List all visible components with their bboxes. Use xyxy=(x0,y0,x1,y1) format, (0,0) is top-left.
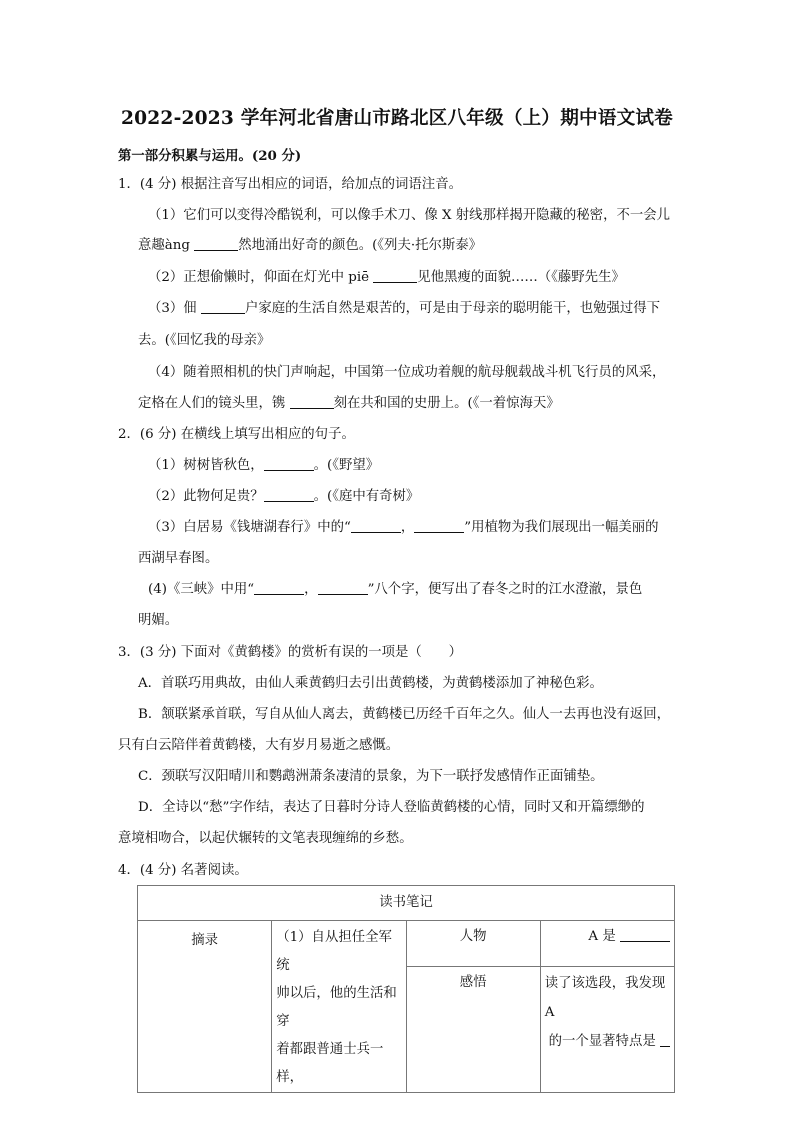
text: 刻在共和国的史册上。(《一着惊海天》 xyxy=(333,396,560,411)
question-1-item-4-cont xyxy=(138,394,560,414)
option-c[interactable]: C．颈联写汉阳晴川和鹦鹉洲萧条凄清的景象，为下一联抒发感情作正面铺垫。 xyxy=(138,769,604,784)
question-3-stem: 3．(3 分) 下面对《黄鹤楼》的赏析有误的一项是（ ） xyxy=(118,645,462,660)
text: ”八个字，便写出了春冬之时的江水澄澈，景色 xyxy=(367,582,643,597)
question-1-item-3-cont: 去。(《回忆我的母亲》 xyxy=(138,333,271,348)
text: 见他黑瘦的面貌……（《藤野先生》 xyxy=(417,270,625,285)
text: 然地涌出好奇的颜色。(《列夫·托尔斯泰》 xyxy=(238,238,483,253)
text: （3）白居易《钱塘湖春行》中的“ xyxy=(148,520,351,535)
question-2-item-3 xyxy=(148,518,659,538)
question-1-item-1: （1）它们可以变得冷酷锐利，可以像手术刀、像 X 射线那样揭开隐藏的秘密，不一会儿 xyxy=(148,208,671,223)
text: （3）佃 xyxy=(148,301,197,316)
question-2-item-2 xyxy=(148,487,419,507)
insight-line-2 xyxy=(545,1027,670,1056)
answer-blank[interactable] xyxy=(660,1032,670,1047)
excerpt-line: （1）自从担任全军统 xyxy=(276,930,392,973)
answer-blank[interactable] xyxy=(290,394,334,409)
question-1-item-2 xyxy=(148,268,625,288)
text: (4)《三峡》中用“ xyxy=(148,582,255,597)
option-b[interactable]: B．颔联紧承首联，写自从仙人离去，黄鹤楼已历经千百年之久。仙人一去再也没有返回， xyxy=(138,707,671,722)
question-2-item-3-cont: 西湖早春图。 xyxy=(138,551,219,566)
insight-label: 感悟 xyxy=(406,967,540,1093)
text: 意趣àng xyxy=(138,238,190,253)
option-d-cont: 意境相吻合，以起伏辗转的文笔表现缠绵的乡愁。 xyxy=(118,831,413,846)
answer-blank[interactable] xyxy=(264,456,314,471)
section-heading: 第一部分积累与运用。(20 分) xyxy=(118,148,302,164)
answer-blank[interactable] xyxy=(373,268,417,283)
person-prompt: A 是 xyxy=(588,929,616,944)
text: ， xyxy=(304,582,318,597)
option-a[interactable]: A．首联巧用典故，由仙人乘黄鹤归去引出黄鹤楼，为黄鹤楼添加了神秘色彩。 xyxy=(138,676,603,691)
text: ”用植物为我们展现出一幅美丽的 xyxy=(464,520,659,535)
option-d[interactable]: D．全诗以“愁”字作结，表达了日暮时分诗人登临黄鹤楼的心情，同时又和开篇缥缈的 xyxy=(138,800,645,815)
text: 。(《庭中有奇树》 xyxy=(313,489,420,504)
question-2-item-1 xyxy=(148,456,379,476)
text: ， xyxy=(400,520,415,535)
answer-blank[interactable] xyxy=(254,580,304,595)
question-4-stem: 4．(4 分) 名著阅读。 xyxy=(118,863,248,878)
person-answer-cell xyxy=(540,921,674,967)
answer-blank[interactable] xyxy=(351,518,401,533)
answer-blank[interactable] xyxy=(264,487,314,502)
text: （2）此物何足贵？ xyxy=(148,489,264,504)
person-label: 人物 xyxy=(406,921,540,967)
option-b-cont: 只有白云陪伴着黄鹤楼，大有岁月易逝之感慨。 xyxy=(118,738,400,753)
table-header: 读书笔记 xyxy=(138,886,675,921)
question-1-stem: 1．(4 分) 根据注音写出相应的词语，给加点的词语注音。 xyxy=(118,177,462,192)
answer-blank[interactable] xyxy=(318,580,368,595)
question-1-item-1-cont xyxy=(138,236,482,256)
answer-blank[interactable] xyxy=(620,927,670,942)
question-1-item-3 xyxy=(148,299,660,319)
question-2-item-4 xyxy=(148,580,642,600)
text: 定格在人们的镜头里，镌 xyxy=(138,396,286,411)
text: （2）正想偷懒时，仰面在灯光中 piē xyxy=(148,270,370,285)
answer-blank[interactable] xyxy=(414,518,464,533)
answer-blank[interactable] xyxy=(201,299,245,314)
question-1-item-4: （4）随着照相机的快门声响起，中国第一位成功着舰的航母舰载战斗机飞行员的风采， xyxy=(148,365,666,380)
page-title: 2022-2023 学年河北省唐山市路北区八年级（上）期中语文试卷 xyxy=(121,108,673,129)
insight-line: 读了该选段，我发现 A xyxy=(544,976,666,1021)
text: 。(《野望》 xyxy=(313,458,380,473)
text: （1）树树皆秋色， xyxy=(148,458,264,473)
text: 户家庭的生活自然是艰苦的，可是由于母亲的聪明能干，也勉强过得下 xyxy=(244,301,661,316)
excerpt-line: 帅以后，他的生活和穿 xyxy=(276,986,397,1029)
excerpt-cell xyxy=(272,921,406,1093)
reading-notes-table xyxy=(137,885,675,1093)
excerpt-line: 着都跟普通士兵一样， xyxy=(276,1042,384,1085)
question-2-stem: 2．(6 分) 在横线上填写出相应的句子。 xyxy=(118,427,355,442)
answer-blank[interactable] xyxy=(194,236,238,251)
excerpt-label: 摘录 xyxy=(138,921,272,1093)
insight-cell xyxy=(540,967,674,1093)
question-2-item-4-cont: 明媚。 xyxy=(138,613,179,628)
text: 的一个显著特点是 xyxy=(548,1034,656,1050)
